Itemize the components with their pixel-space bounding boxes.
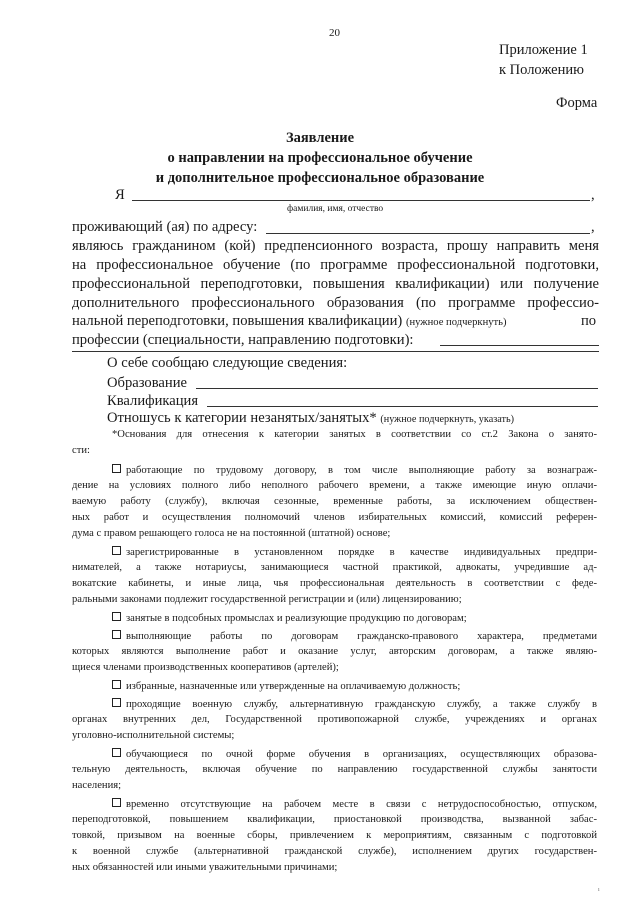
request-line-3: профессиональной переподготовки, повышения квалификации) или получение bbox=[72, 276, 599, 292]
footnote-line-2: сти: bbox=[72, 445, 90, 456]
ground-item-1-line-2: дение на условиях полного либо неполного рабочего времени, а также имеющие иную оплачи- bbox=[72, 480, 597, 491]
appendix-reference: к Положению bbox=[499, 62, 584, 78]
request-line-5-end: по bbox=[581, 313, 597, 329]
address-comma: , bbox=[591, 219, 595, 235]
ground-item-1-line-1: работающие по трудовому договору, в том числе выполняющие работу за вознаграж- bbox=[112, 464, 597, 476]
request-line-5 bbox=[72, 313, 507, 330]
request-line-1: являюсь гражданином (кой) предпенсионного возраста, прошу направить меня bbox=[72, 238, 599, 254]
page-number: 20 bbox=[329, 27, 340, 39]
appendix-label: Приложение 1 bbox=[499, 42, 588, 58]
document-subtitle-line-1: о направлении на профессиональное обучение bbox=[167, 150, 473, 166]
ground-item-2-line-2: нимателей, а также нотариусы, занимающиеся частной практикой, адвокаты, учредившие ад- bbox=[72, 562, 597, 573]
profession-field-line[interactable] bbox=[440, 345, 599, 346]
checkbox-icon[interactable] bbox=[112, 546, 121, 555]
checkbox-icon[interactable] bbox=[112, 798, 121, 807]
qualification-label: Квалификация bbox=[107, 393, 199, 409]
category-note: (нужное подчеркнуть, указать) bbox=[380, 414, 514, 425]
ground-item-8-line-3: товкой, призывом на военные сборы, привлечением к мероприятиям, связанным с подготовкой bbox=[72, 830, 597, 841]
ground-item-2-line-1: зарегистрированные в установленном порядке в качестве индивидуальных предпри- bbox=[112, 546, 597, 558]
underline-note: (нужное подчеркнуть) bbox=[405, 317, 507, 328]
ground-item-7-line-1: обучающиеся по очной форме обучения в организациях, осуществляющих образова- bbox=[112, 748, 597, 760]
request-line-2: на профессиональное обучение (по программе профессиональной подготовки, bbox=[72, 257, 599, 273]
category-label: Отношусь к категории незанятых/занятых* bbox=[107, 410, 377, 426]
ground-item-2-line-4: ральными законами подлежит государственной регистрации и (или) лицензированию; bbox=[72, 594, 462, 605]
ground-item-6-line-2: органах внутренних дел, Государственной противопожарной службе, учреждениях и органах bbox=[72, 714, 597, 725]
name-comma: , bbox=[591, 187, 595, 203]
ground-item-1-line-3: ваемую работу (службу), включая сезонные, временные работы, за исключением обществен- bbox=[72, 496, 597, 507]
request-line-5-text: нальной переподготовки, повышения квалификации) bbox=[72, 313, 403, 329]
document-subtitle-line-2: и дополнительное профессиональное образование bbox=[155, 170, 485, 186]
ground-item-4-line-2: которых являются выполнение работ и оказание услуг, авторским договорам, а также являю- bbox=[72, 646, 597, 657]
profession-label: профессии (специальности, направлению подготовки): bbox=[72, 332, 414, 348]
checkbox-icon[interactable] bbox=[112, 612, 121, 621]
ground-item-1-line-4: ных работ и осуществления полномочий членов избирательных комиссий, комиссий референ- bbox=[72, 512, 597, 523]
education-label: Образование bbox=[107, 375, 187, 391]
form-label: Форма bbox=[556, 95, 598, 111]
checkbox-icon[interactable] bbox=[112, 698, 121, 707]
education-field-line[interactable] bbox=[196, 388, 598, 389]
checkbox-icon[interactable] bbox=[112, 680, 121, 689]
ground-item-8-line-1: временно отсутствующие на рабочем месте в связи с нетрудоспособностью, отпуском, bbox=[112, 798, 597, 810]
address-field-line[interactable] bbox=[266, 233, 590, 234]
name-field-line[interactable] bbox=[132, 200, 590, 201]
about-intro: О себе сообщаю следующие сведения: bbox=[107, 355, 348, 371]
ground-item-4-line-1: выполняющие работы по договорам гражданско-правового характера, предметами bbox=[112, 630, 597, 642]
profession-field-line-2[interactable] bbox=[72, 351, 599, 352]
bottom-mark: ı bbox=[598, 887, 600, 893]
document-title: Заявление bbox=[285, 130, 355, 146]
address-label: проживающий (ая) по адресу: bbox=[72, 219, 258, 235]
ground-item-8-line-2: переподготовкой, повышением квалификации, приостановкой производства, вызванной забас- bbox=[72, 814, 597, 825]
ground-item-8-line-5: ных обязанностей или иными уважительными причинами; bbox=[72, 862, 338, 873]
ground-item-1-line-5: дума с правом решающего голоса не на постоянной (штатной) основе; bbox=[72, 528, 391, 539]
ground-item-6-line-1: проходящие военную службу, альтернативную гражданскую службу, а также службу в bbox=[112, 698, 597, 710]
ground-item-4-line-3: щиеся членами производственных кооперативов (артелей); bbox=[72, 662, 339, 673]
checkbox-icon[interactable] bbox=[112, 630, 121, 639]
ground-item-2-line-3: вокатские кабинеты, и иные лица, чья профессиональная деятельность в соответствии с феде- bbox=[72, 578, 597, 589]
ground-item-3: занятые в подсобных промыслах и реализующие продукцию по договорам; bbox=[112, 612, 597, 624]
checkbox-icon[interactable] bbox=[112, 748, 121, 757]
ground-item-6-line-3: уголовно-исполнительной системы; bbox=[72, 730, 235, 741]
qualification-field-line[interactable] bbox=[207, 406, 598, 407]
ground-item-7-line-2: тельную деятельность, включая обучение по направлению государственной службы занятости bbox=[72, 764, 597, 775]
ground-item-8-line-4: к военной службе (альтернативной гражданской службе), исполнением других государствен- bbox=[72, 846, 597, 857]
request-line-4: дополнительного профессионального образования (по программе профессио- bbox=[72, 295, 599, 311]
name-field-caption: фамилия, имя, отчество bbox=[287, 204, 384, 214]
ground-item-7-line-3: населения; bbox=[72, 780, 122, 791]
footnote-line-1: *Основания для отнесения к категории занятых в соответствии со ст.2 Закона о занято- bbox=[112, 429, 597, 440]
category-line bbox=[107, 410, 514, 427]
ya-label: Я bbox=[115, 187, 125, 203]
checkbox-icon[interactable] bbox=[112, 464, 121, 473]
ground-item-5: избранные, назначенные или утвержденные на оплачиваемую должность; bbox=[112, 680, 597, 692]
